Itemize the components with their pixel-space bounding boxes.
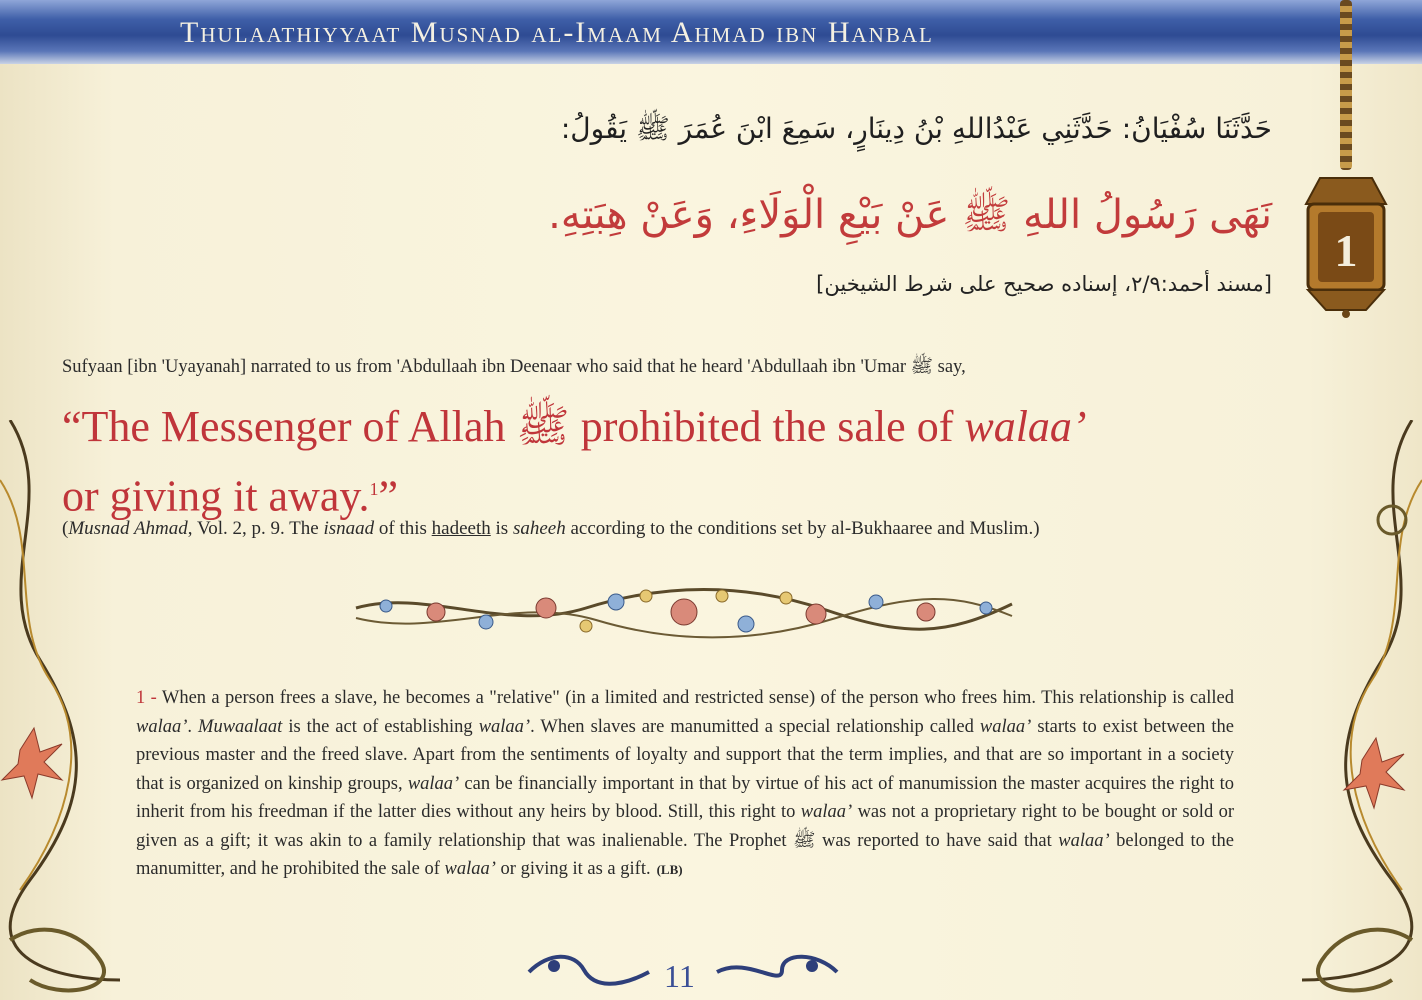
lantern-chain	[1340, 0, 1352, 170]
term-saheeh: saheeh	[512, 518, 566, 539]
source-mid-2: is	[490, 518, 513, 539]
footnote-number: 1 -	[136, 688, 157, 708]
page-number: 11	[664, 958, 695, 994]
book-title: Thulaathiyyaat Musnad al-Imaam Ahmad ibn Hanbal	[180, 16, 934, 49]
fn-text-f: can be financially important in that by virtue of his act of manumission the master acquires the right to inherit from his freedman if the latter dies without any heirs by blood. Still, this right to	[136, 773, 1234, 822]
fn-term-walaa-3: walaa’	[979, 716, 1032, 737]
arabic-reference: [مسند أحمد:٢/٩، إسناده صحيح على شرط الشيخين]	[816, 272, 1272, 296]
quote-close: ”	[378, 471, 399, 521]
footnote-text	[136, 684, 1234, 885]
fn-text-g: was not a proprietary right to be bought or sold or given as a gift; it was akin to a family relationship that was inalienable. The Prophet ﷺ was reported to have said that	[136, 802, 1234, 851]
lantern-icon	[1290, 170, 1402, 318]
source-end: according to the conditions set by al-Bukhaaree and Muslim.)	[565, 518, 1040, 539]
fn-text-i: or giving it as a gift.	[495, 859, 651, 879]
fn-term-walaa-4: walaa’	[407, 773, 460, 794]
fn-term-muwaalaat: Muwaalaat	[198, 716, 283, 737]
english-narration: Sufyaan [ibn 'Uyayanah] narrated to us from 'Abdullaah ibn Deenaar who said that he heard 'Abdullaah ibn 'Umar ﷺ say,	[62, 357, 966, 377]
fn-term-walaa-7: walaa’	[444, 859, 496, 879]
fn-term-walaa-6: walaa’	[1058, 830, 1110, 851]
quote-part-2: or giving it away.	[62, 471, 370, 521]
source-open: (	[62, 518, 69, 539]
fn-term-walaa-5: walaa’	[800, 802, 853, 822]
source-citation	[62, 518, 1040, 540]
fn-term-walaa-1: walaa’	[136, 716, 188, 737]
footnote-marker: 1	[369, 479, 379, 499]
english-hadith-quote	[62, 396, 1312, 528]
source-mid-1: of this	[374, 518, 432, 539]
quote-italic-term: walaa’	[964, 402, 1087, 451]
quote-part-1: “The Messenger of Allah ﷺ prohibited the sale of	[62, 402, 965, 451]
fn-text-a: When a person frees a slave, he becomes a "relative" (in a limited and restricted sense) of the person who frees him. This relationship is called	[156, 688, 1234, 708]
source-ref: , Vol. 2, p. 9. The	[187, 518, 324, 539]
footnote-tag: (LB)	[656, 862, 683, 877]
right-vine-ornament	[1292, 420, 1422, 1000]
page-number-ornament-right	[712, 952, 842, 992]
source-book: Musnad Ahmad	[68, 518, 188, 539]
fn-term-walaa-2: walaa’	[478, 716, 531, 737]
left-vine-ornament	[0, 420, 130, 1000]
page-number-ornament-left	[524, 952, 654, 992]
hadith-number: 1	[1334, 225, 1358, 276]
fn-text-e: starts to exist between the previous master and the freed slave. Apart from the sentiments of loyalty and support that the term implies, and that are so important in a society that is organized on kinship groups,	[136, 716, 1234, 794]
term-isnaad: isnaad	[323, 518, 375, 539]
fn-text-h: belonged to the manumitter, and he prohibited the sale of	[136, 830, 1234, 879]
fn-text-d: . When slaves are manumitted a special relationship called	[530, 716, 980, 737]
fn-text-b: .	[187, 716, 199, 737]
arabic-hadith-text: نَهَى رَسُولُ اللهِ ﷺ عَنْ بَيْعِ الْوَلَاءِ، وَعَنْ هِبَتِهِ.	[548, 192, 1272, 238]
term-hadeeth: hadeeth	[431, 518, 491, 539]
fn-text-c: is the act of establishing	[282, 716, 479, 737]
floral-divider-ornament	[346, 578, 1022, 648]
arabic-chain-of-narration: حَدَّثَنَا سُفْيَانُ: حَدَّثَنِي عَبْدُاللهِ بْنُ دِينَارٍ، سَمِعَ ابْنَ عُمَرَ ﷺ يَقُولُ:	[560, 112, 1272, 145]
